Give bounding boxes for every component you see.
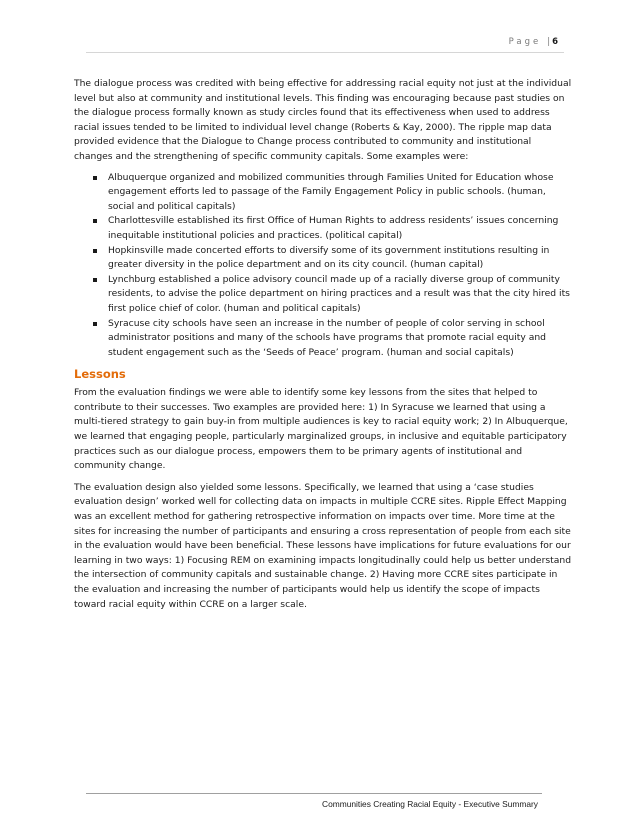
bullet-icon [93, 219, 97, 223]
list-item-text: Albuquerque organized and mobilized communities through Families United for Education whose engagement efforts led to passage of the Family Engagement Policy in public schools. (human, social and political capitals) [108, 171, 554, 212]
list-item [74, 244, 572, 273]
examples-list [74, 171, 572, 361]
lessons-paragraph: From the evaluation findings we were able to identify some key lessons from the sites that helped to contribute to their successes. Two examples are provided here: 1) In Syracuse we learned that using a multi-tiered strategy to gain buy-in from multiple audiences is key to racial equity work; 2) In Albuquerque, we learned that engaging people, particularly marginalized groups, in inclusive and equitable participatory practices such as our dialogue process, empowers them to be primary agents of institutional and community change. [74, 387, 568, 472]
header-divider [86, 52, 564, 53]
list-item [74, 214, 572, 243]
list-item [74, 273, 572, 317]
list-item-text: Charlottesville established its first Office of Human Rights to address residents’ issues concerning inequitable institutional policies and practices. (political capital) [108, 215, 559, 241]
bullet-icon [93, 278, 97, 282]
bullet-icon [93, 249, 97, 253]
page-label: Page [508, 37, 542, 47]
lessons-paragraph: The evaluation design also yielded some lessons. Specifically, we learned that using a ‘case studies evaluation design’ worked well for collecting data on impacts in multiple CCRE sites. Ripple Effect Mapping was an excellent method for gathering retrospective information on impacts over time. More time at the sites for increasing the number of participants and ensuring a cross representation of people from each site in the evaluation would have been beneficial. These lessons have implications for future evaluations for our learning in two ways: 1) Focusing REM on examining impacts longitudinally could help us better understand the intersection of community capitals and sustainable change. 2) Having more CCRE sites participate in the evaluation and increasing the number of participants would help us identify the scope of impacts toward racial equity within CCRE on a larger scale. [74, 481, 572, 610]
list-item-text: Hopkinsville made concerted efforts to diversify some of its government institutions resulting in greater diversity in the police department and on its city council. (human capital) [108, 244, 550, 271]
list-item-text: Syracuse city schools have seen an increase in the number of people of color serving in school administrator positions and many of the schools have programs that promote racial equity and student engagement such as the ‘Seeds of Peace’ program. (human and social capitals) [108, 317, 547, 358]
list-item [74, 171, 572, 215]
bullet-icon [93, 322, 97, 326]
list-item-text: Lynchburg established a police advisory council made up of a racially diverse group of community residents, to advise the police department on hiring practices and a result was that the city hired its first police chief of color. (human and political capitals) [108, 273, 570, 314]
footer-divider [86, 793, 542, 794]
page-body [74, 77, 572, 612]
page-header [509, 37, 558, 47]
list-item [74, 317, 572, 361]
page-number: 6 [552, 37, 558, 47]
intro-paragraph: The dialogue process was credited with being effective for addressing racial equity not just at the individual level but also at community and institutional levels. This finding was encouraging because past studies on the dialogue process formally known as study circles found that its effectiveness when used to address racial issues tended to be limited to individual level change (Roberts & Kay, 2000). The ripple map data provided evidence that the Dialogue to Change process contributed to community and institutional changes and the strengthening of specific community capitals. Some examples were: [74, 78, 572, 162]
page-separator: | [547, 37, 551, 47]
lessons-heading: Lessons [74, 367, 126, 382]
page-footer: Communities Creating Racial Equity - Executive Summary [322, 799, 538, 809]
bullet-icon [93, 176, 97, 180]
